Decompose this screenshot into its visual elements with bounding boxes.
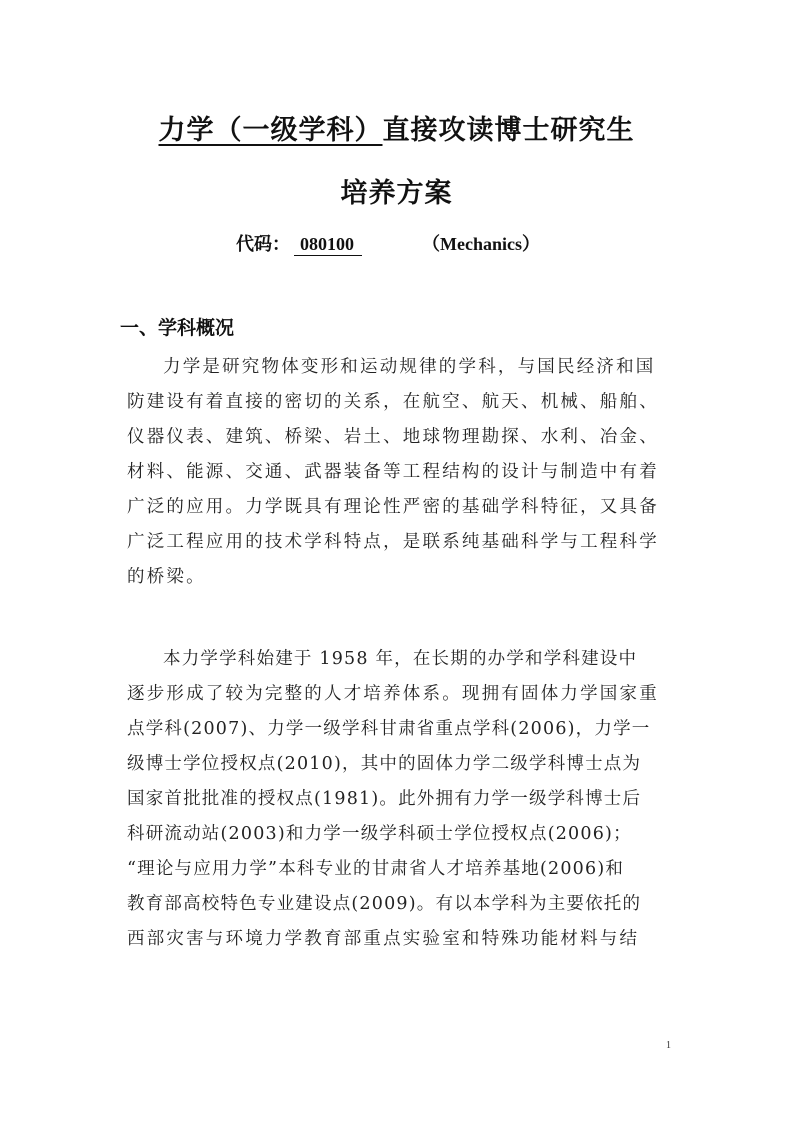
paragraph-line: 力学是研究物体变形和运动规律的学科，与国民经济和国 <box>163 357 656 377</box>
document-title-line2: 培养方案 <box>340 178 453 209</box>
code-value: 080100 <box>294 233 362 256</box>
paragraph-line: 逐步形成了较为完整的人才培养体系。现拥有固体力学国家重 <box>127 684 659 704</box>
paragraph-line: 广泛工程应用的技术学科特点，是联系纯基础科学与工程科学 <box>127 532 659 552</box>
paragraph-line: 广泛的应用。力学既具有理论性严密的基础学科特征，又具备 <box>127 497 659 517</box>
paragraph-line: 科研流动站(2003)和力学一级学科硕士学位授权点(2006)； <box>127 824 632 844</box>
title-underlined-part: 力学（一级学科） <box>158 115 383 146</box>
paragraph-1 <box>127 350 665 595</box>
paragraph-line: 材料、能源、交通、武器装备等工程结构的设计与制造中有着 <box>127 462 659 482</box>
paragraph-line: 防建设有着直接的密切的关系，在航空、航天、机械、船舶、 <box>127 392 659 412</box>
paragraph-2 <box>127 642 665 957</box>
title-rest-part: 直接攻读博士研究生 <box>382 115 635 146</box>
discipline-code-line <box>236 230 540 256</box>
paragraph-line: 的桥梁。 <box>127 567 206 587</box>
document-title-line1 <box>0 108 793 147</box>
english-name: （Mechanics） <box>422 234 540 254</box>
section-heading-overview: 一、学科概况 <box>120 317 235 339</box>
code-label: 代码： <box>236 234 290 255</box>
paragraph-line: “理论与应用力学”本科专业的甘肃省人才培养基地(2006)和 <box>127 859 625 879</box>
paragraph-line: 教育部高校特色专业建设点(2009)。有以本学科为主要依托的 <box>127 894 642 914</box>
paragraph-line: 西部灾害与环境力学教育部重点实验室和特殊功能材料与结 <box>127 929 640 949</box>
paragraph-line: 仪器仪表、建筑、桥梁、岩土、地球物理勘探、水利、冶金、 <box>127 427 659 447</box>
page-number: 1 <box>666 1040 671 1051</box>
paragraph-line: 本力学学科始建于 1958 年，在长期的办学和学科建设中 <box>163 649 638 669</box>
paragraph-line: 点学科(2007)、力学一级学科甘肃省重点学科(2006)，力学一 <box>127 719 651 739</box>
paragraph-line: 国家首批批准的授权点(1981)。此外拥有力学一级学科博士后 <box>127 789 642 809</box>
paragraph-line: 级博士学位授权点(2010)，其中的固体力学二级学科博士点为 <box>127 754 642 774</box>
